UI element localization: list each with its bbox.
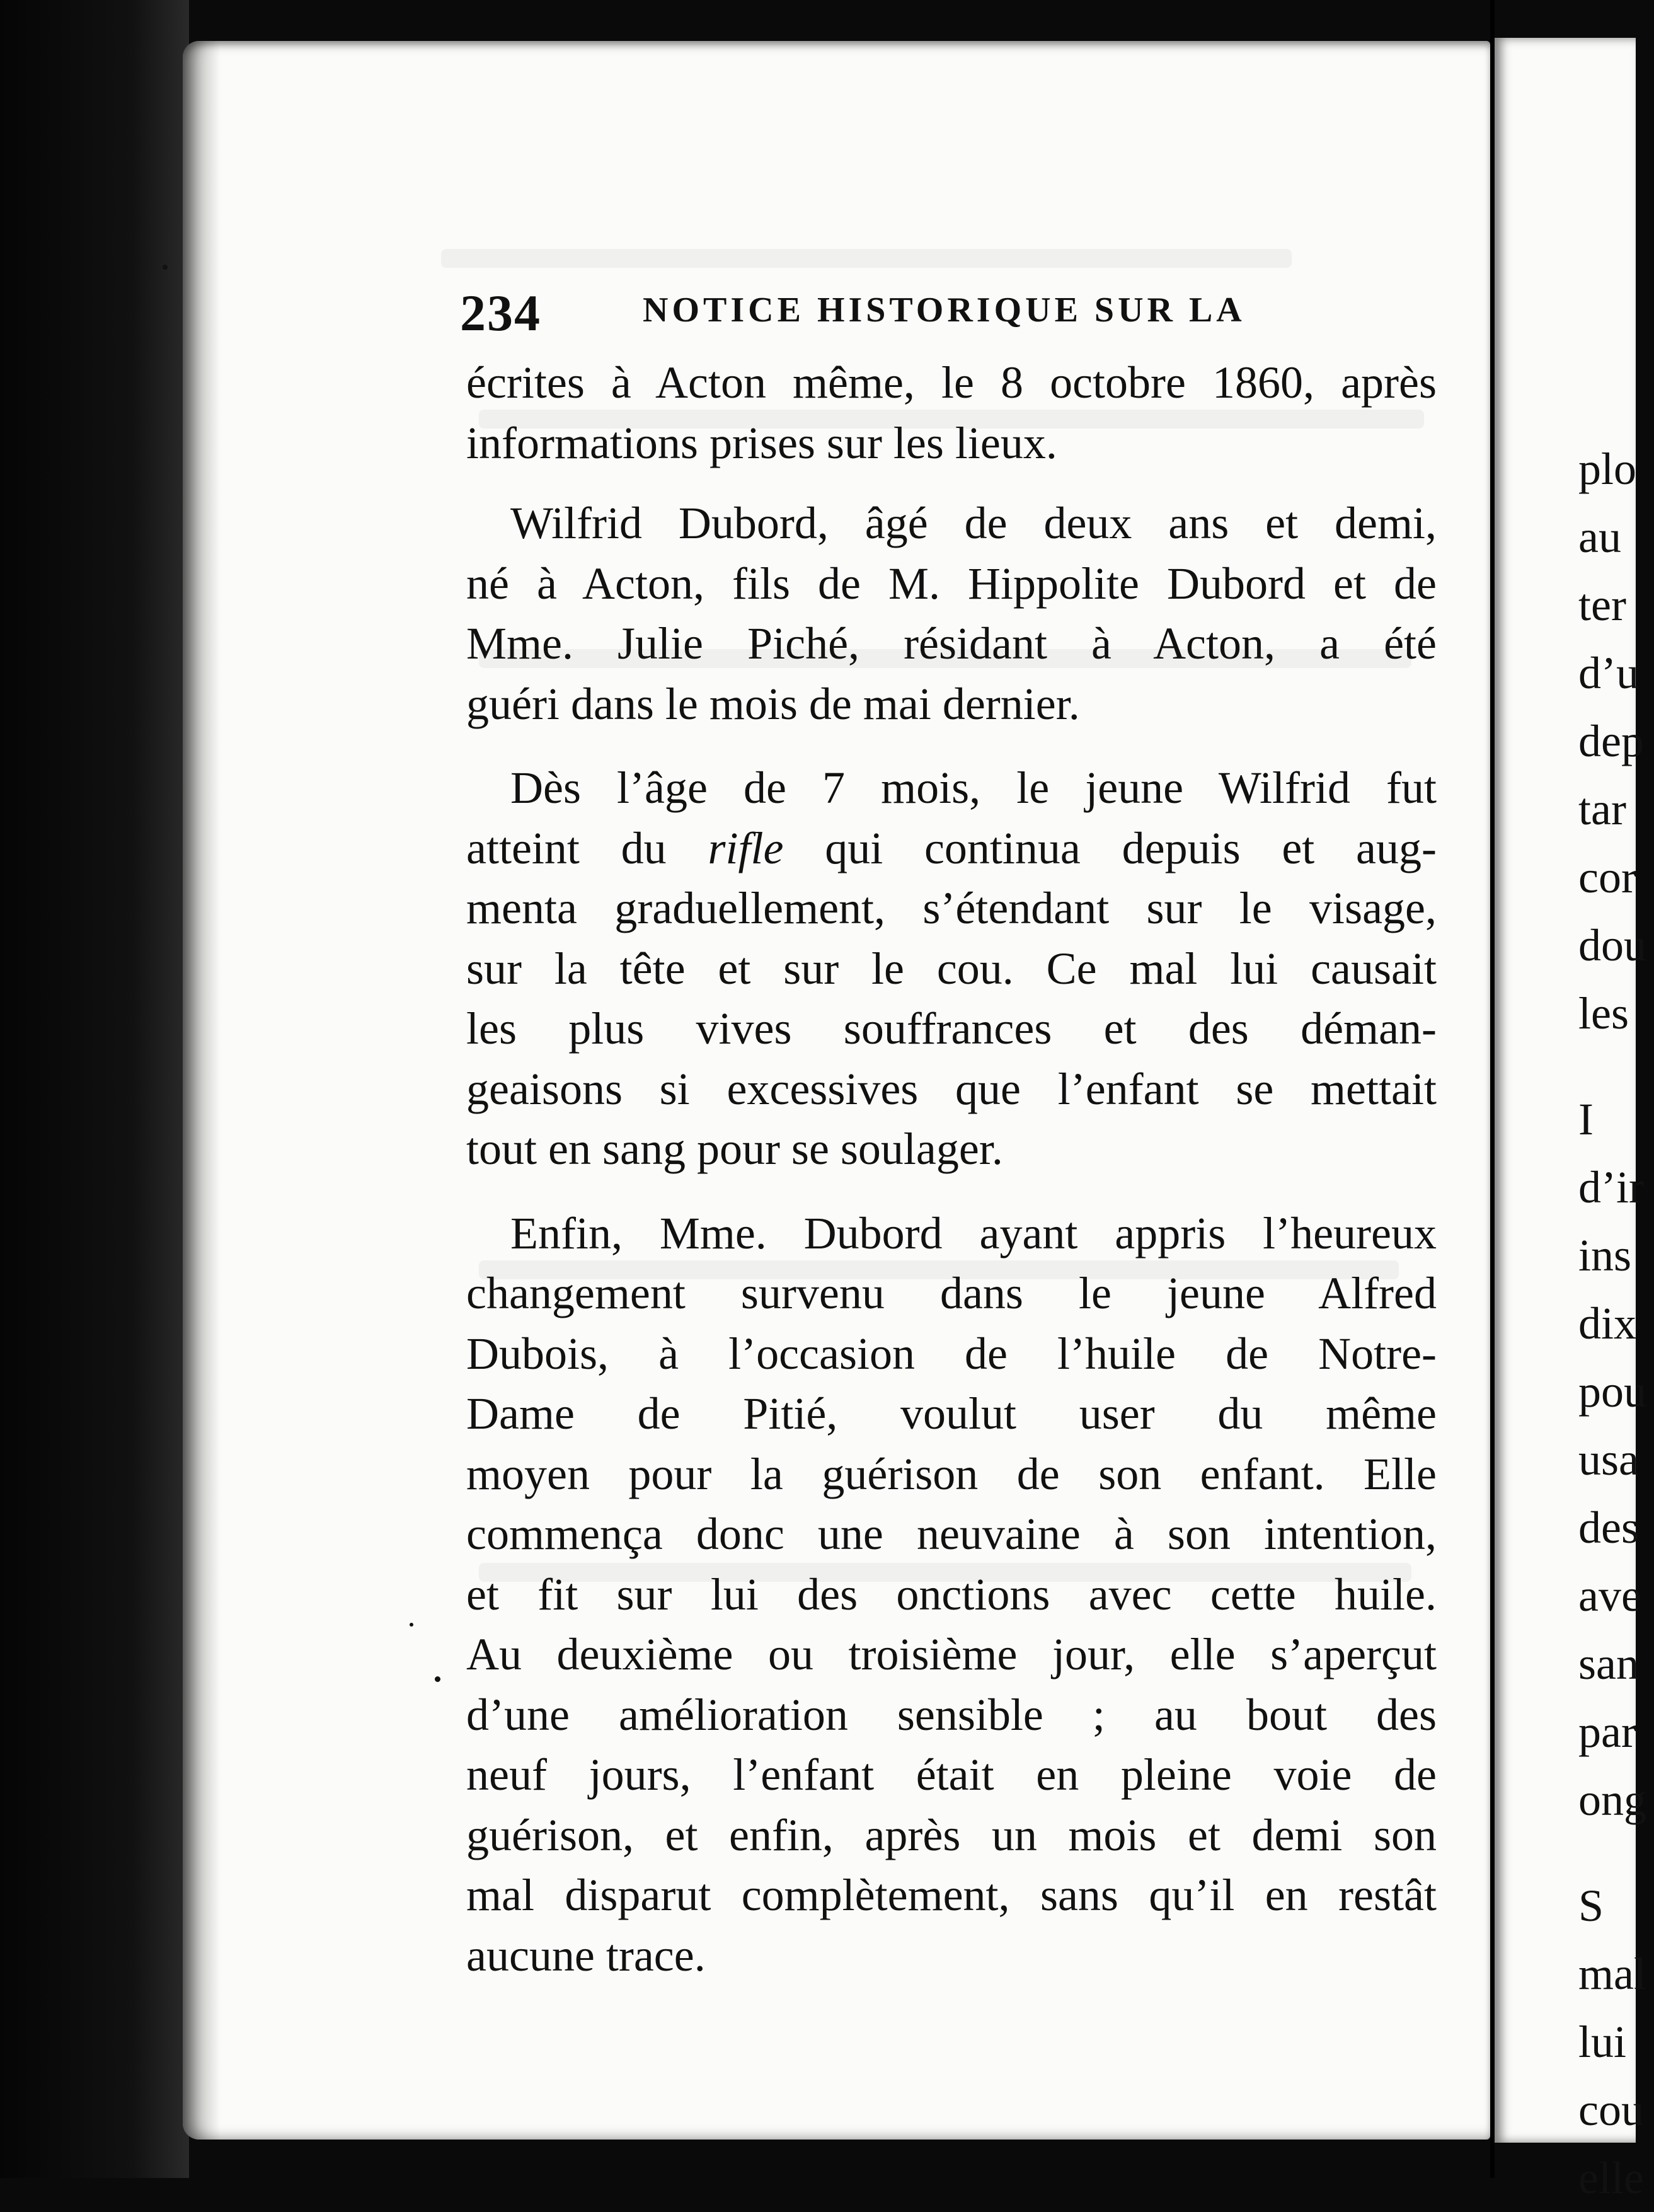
facing-page-fragment: I — [1578, 1094, 1594, 1144]
facing-page-fragment: tar — [1578, 784, 1626, 834]
body-text — [466, 353, 1437, 1986]
facing-page-fragment: dou — [1578, 920, 1646, 971]
text-line: et fit sur lui des onctions avec cette huile. — [466, 1569, 1437, 1620]
facing-page-fragment: dep — [1578, 716, 1644, 766]
page-number: 234 — [460, 284, 541, 342]
text-line: sur la tête et sur le cou. Ce mal lui causait — [466, 943, 1437, 994]
page-gutter — [1490, 0, 1495, 2178]
facing-page-text — [1578, 435, 1654, 2212]
text-line: changement survenu dans le jeune Alfred — [466, 1268, 1437, 1318]
paragraph — [466, 758, 1437, 1180]
text-line: informations prises sur les lieux. — [466, 417, 1057, 468]
paragraph — [466, 493, 1437, 734]
facing-page-fragment: san — [1578, 1639, 1639, 1689]
text-line: Dame de Pitié, voulut user du même — [466, 1388, 1437, 1439]
text-line: geaisons si excessives que l’enfant se mettait — [466, 1063, 1437, 1114]
facing-page-fragment: d’ir — [1578, 1162, 1644, 1213]
facing-page-fragment: ins — [1578, 1230, 1632, 1281]
italic-word: rifle — [708, 822, 784, 873]
facing-page-fragment: plo — [1578, 444, 1637, 494]
text-line: Wilfrid Dubord, âgé de deux ans et demi, — [510, 498, 1437, 548]
ink-speck — [435, 1676, 440, 1682]
binding-shadow — [0, 0, 189, 2178]
page-edge-shadow — [183, 41, 221, 2140]
ink-speck — [410, 1623, 413, 1627]
facing-page-fragment: usa — [1578, 1434, 1639, 1485]
facing-page-fragment: d’u — [1578, 648, 1639, 698]
text-line: Au deuxième ou troisième jour, elle s’aperçut — [466, 1629, 1437, 1679]
text-line: les plus vives souffrances et des déman- — [466, 1003, 1437, 1054]
text-line: aucune trace. — [466, 1930, 706, 1981]
text-line: neuf jours, l’enfant était en pleine voie de — [466, 1749, 1437, 1800]
text-line: écrites à Acton même, le 8 octobre 1860, après — [466, 357, 1437, 408]
facing-page-fragment: des — [1578, 1502, 1639, 1553]
facing-page-fragment: elle — [1578, 2153, 1644, 2203]
facing-page-fragment: mal — [1578, 1949, 1646, 1999]
facing-page-fragment: S — [1578, 1881, 1604, 1931]
facing-page-fragment: pou — [1578, 1366, 1646, 1417]
facing-page-fragment: cor — [1578, 852, 1636, 902]
facing-page-fragment: au — [1578, 512, 1621, 562]
text-line: tout en sang pour se soulager. — [466, 1124, 1003, 1174]
facing-page-fragment: par — [1578, 1707, 1636, 1757]
text-line: menta graduellement, s’étendant sur le visage, — [466, 883, 1437, 933]
facing-page-fragment: ave — [1578, 1570, 1641, 1621]
text-line: d’une amélioration sensible ; au bout des — [466, 1689, 1437, 1740]
running-title: NOTICE HISTORIQUE SUR LA — [643, 291, 1246, 330]
facing-page-fragment: les — [1578, 988, 1629, 1039]
text-line — [466, 819, 1437, 879]
facing-page-fragment: cou — [1578, 2085, 1644, 2135]
text-segment: atteint du — [466, 822, 708, 873]
facing-page-fragment: dix — [1578, 1298, 1637, 1349]
text-line: Mme. Julie Piché, résidant à Acton, a été — [466, 618, 1437, 669]
ink-speck — [163, 265, 168, 270]
text-line: guéri dans le mois de mai dernier. — [466, 678, 1080, 729]
text-line: mal disparut complètement, sans qu’il en restât — [466, 1870, 1437, 1920]
paragraph — [466, 1204, 1437, 1986]
paragraph — [466, 353, 1437, 473]
text-line: moyen pour la guérison de son enfant. Elle — [466, 1448, 1437, 1499]
text-segment: qui continua depuis et aug- — [783, 822, 1437, 873]
text-line: Enfin, Mme. Dubord ayant appris l’heureux — [510, 1207, 1437, 1259]
facing-page-fragment: ong — [1578, 1775, 1646, 1825]
text-line: commença donc une neuvaine à son intention, — [466, 1509, 1437, 1559]
text-line: Dès l’âge de 7 mois, le jeune Wilfrid fut — [510, 763, 1437, 813]
text-line: né à Acton, fils de M. Hippolite Dubord et de — [466, 558, 1437, 609]
facing-page-fragment: lui — [1578, 2017, 1627, 2067]
facing-page-fragment: ter — [1578, 580, 1626, 630]
text-line: guérison, et enfin, après un mois et demi son — [466, 1809, 1437, 1860]
page-header — [460, 265, 1443, 353]
text-line: Dubois, à l’occasion de l’huile de Notre- — [466, 1328, 1437, 1379]
